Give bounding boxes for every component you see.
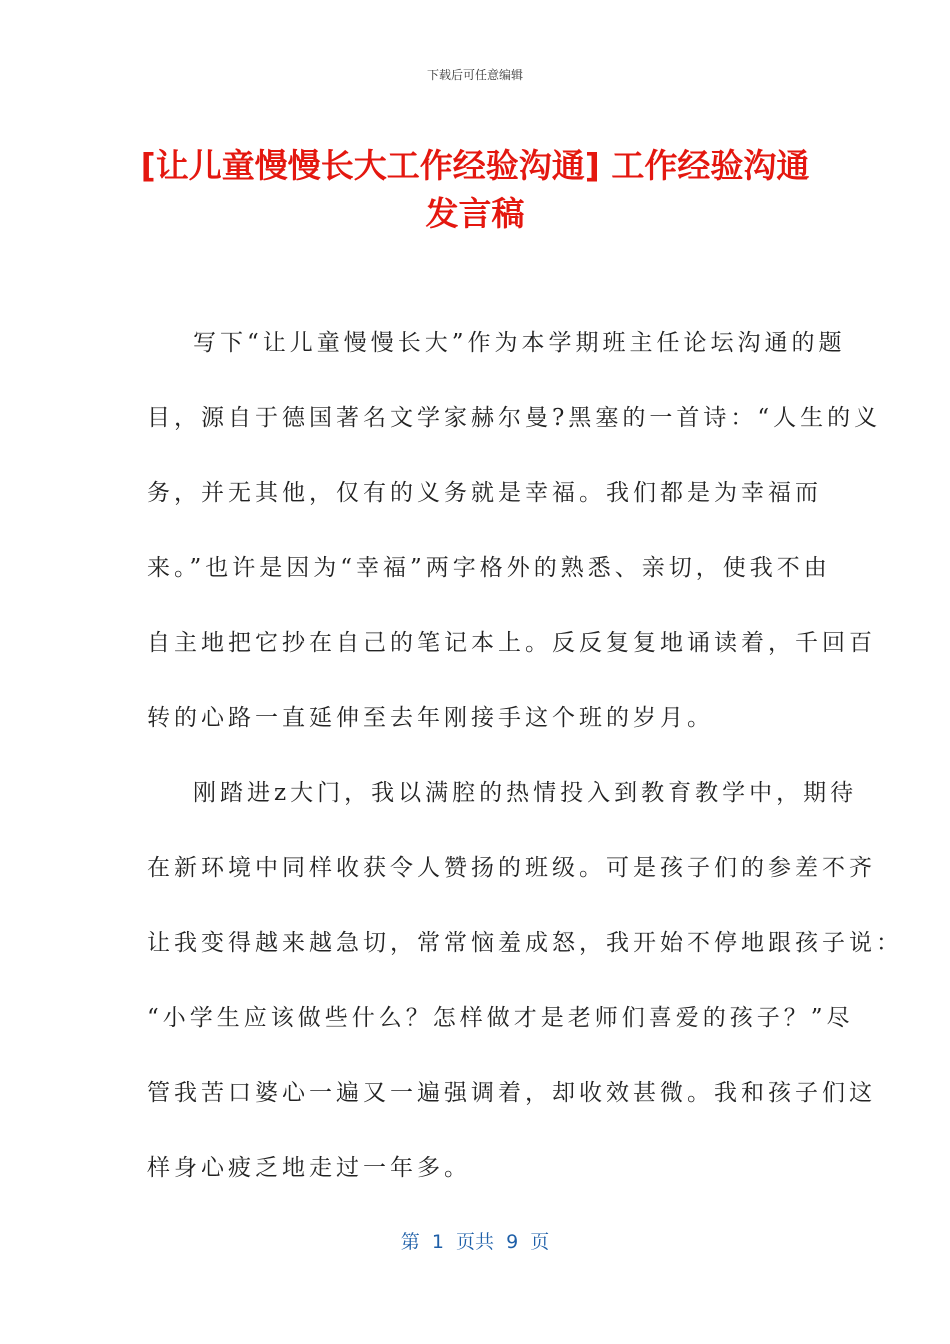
body-line-3: 务，并无其他，仅有的义务就是幸福。我们都是为幸福而 [147, 480, 822, 506]
body-line-6: 转的心路一直延伸至去年刚接手这个班的岁月。 [147, 705, 714, 731]
body-line-12: 样身心疲乏地走过一年多。 [147, 1155, 471, 1181]
body-line-9: 让我变得越来越急切，常常恼羞成怒，我开始不停地跟孩子说： [147, 930, 903, 956]
body-line-10: “小学生应该做些什么？怎样做才是老师们喜爱的孩子？”尽 [147, 1005, 854, 1031]
body-line-2: 目，源自于德国著名文学家赫尔曼?黑塞的一首诗：“人生的义 [147, 405, 882, 431]
body-line-8: 在新环境中同样收获令人赞扬的班级。可是孩子们的参差不齐 [147, 855, 876, 881]
document-title: [让儿童慢慢长大工作经验沟通] 工作经验沟通发言稿 [140, 146, 810, 233]
header-note: 下载后可任意编辑 [426, 68, 523, 82]
body-line-4: 来。”也许是因为“幸福”两字格外的熟悉、亲切，使我不由 [147, 555, 831, 581]
body-line-7: 刚踏进z大门，我以满腔的热情投入到教育教学中，期待 [193, 780, 858, 806]
page-number-footer: 第 1 页共 9 页 [400, 1231, 550, 1253]
body-line-5: 自主地把它抄在自己的笔记本上。反反复复地诵读着，千回百 [147, 630, 876, 656]
body-line-11: 管我苦口婆心一遍又一遍强调着，却收效甚微。我和孩子们这 [147, 1080, 876, 1106]
body-line-1: 写下“让儿童慢慢长大”作为本学期班主任论坛沟通的题 [193, 330, 846, 356]
